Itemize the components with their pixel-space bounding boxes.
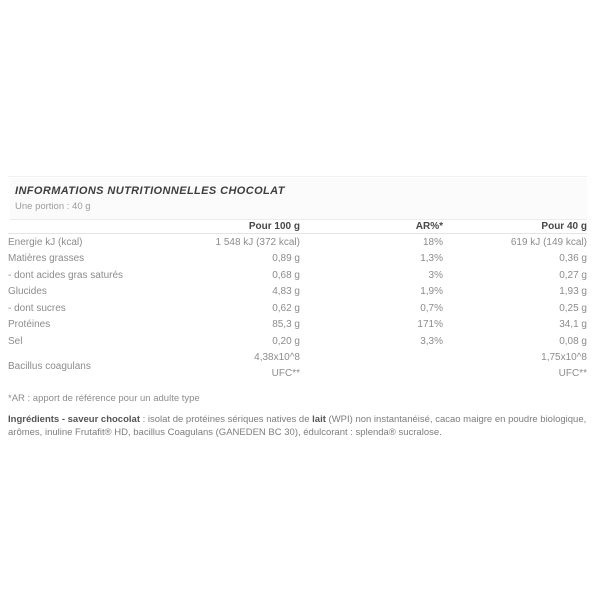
- row-per40: 0,25 g: [559, 302, 587, 314]
- table-row-acides-gras-satures: [8, 267, 587, 284]
- row-per100: 4,83 g: [272, 286, 300, 298]
- table-row-proteines: [8, 317, 587, 334]
- portion-size-label: Une portion : 40 g: [15, 201, 91, 212]
- row-per100: 1 548 kJ (372 kcal): [215, 236, 300, 248]
- row-per40: 0,08 g: [559, 335, 587, 347]
- row-label: - dont sucres: [8, 302, 66, 314]
- table-header-row: [8, 220, 587, 234]
- bacillus-per40-value: 1,75x10^8: [541, 352, 587, 363]
- table-row-sucres: [8, 300, 587, 317]
- row-per40: 34,1 g: [559, 319, 587, 331]
- ingredients-label: Ingrédients - saveur chocolat: [8, 413, 140, 425]
- row-label: Bacillus coagulans: [8, 360, 91, 372]
- row-ar: 1,9%: [420, 286, 443, 298]
- row-per40: [443, 350, 587, 382]
- table-row-bacillus-coagulans: [8, 350, 587, 383]
- ingredients-allergen-lait: lait: [312, 413, 326, 425]
- row-label: Matières grasses: [8, 253, 85, 265]
- row-per40: 619 kJ (149 kcal): [510, 236, 587, 248]
- row-ar: 0,7%: [420, 302, 443, 314]
- row-label: - dont acides gras saturés: [8, 269, 124, 281]
- header-ar-percent: AR%*: [415, 221, 443, 232]
- nutrition-facts-section: [8, 176, 587, 439]
- header-per-40g: Pour 40 g: [541, 221, 587, 232]
- ingredients-text-1: isolat de protéines sériques natives de: [147, 413, 313, 425]
- row-per40: 0,27 g: [559, 269, 587, 281]
- row-ar: 3%: [428, 269, 443, 281]
- row-per100: 0,20 g: [272, 335, 300, 347]
- row-label: Glucides: [8, 286, 47, 298]
- row-per100: 85,3 g: [272, 319, 300, 331]
- table-row-matieres-grasses: [8, 251, 587, 268]
- ar-footnote: *AR : apport de référence pour un adulte type: [8, 392, 200, 404]
- row-label: Sel: [8, 335, 23, 347]
- ingredients-paragraph: [8, 413, 587, 439]
- row-per40: 0,36 g: [559, 253, 587, 265]
- bacillus-per40-unit: UFC**: [558, 368, 587, 379]
- section-title: INFORMATIONS NUTRITIONNELLES CHOCOLAT: [15, 185, 285, 197]
- row-ar: 171%: [417, 319, 443, 331]
- row-label: Protéines: [8, 319, 51, 331]
- row-per100: 0,62 g: [272, 302, 300, 314]
- row-ar: 18%: [422, 236, 443, 248]
- row-per100: 0,68 g: [272, 269, 300, 281]
- header-per-100g: Pour 100 g: [248, 221, 300, 232]
- table-row-sel: [8, 333, 587, 350]
- row-ar: 3,3%: [420, 335, 443, 347]
- table-row-glucides: [8, 284, 587, 301]
- nutrition-table: [8, 220, 587, 383]
- nutrition-title-block: [10, 178, 587, 220]
- table-row-energie: [8, 234, 587, 251]
- ingredients-text-2: (WPI) non instantanéisé, cacao maigre en poudre biologique, arômes, inuline Frutafit® HD, bacillus Coagulans (GANEDEN BC 30), édulcorant : splenda® sucralose.: [8, 413, 587, 438]
- row-label: Energie kJ (kcal): [8, 236, 83, 248]
- row-per40: 1,93 g: [559, 286, 587, 298]
- row-ar: 1,3%: [420, 253, 443, 265]
- row-per100: 0,89 g: [272, 253, 300, 265]
- ingredients-colon: :: [139, 413, 148, 425]
- bacillus-per100-value: 4,38x10^8: [254, 352, 300, 363]
- row-per100: [170, 350, 300, 382]
- bacillus-per100-unit: UFC**: [271, 368, 300, 379]
